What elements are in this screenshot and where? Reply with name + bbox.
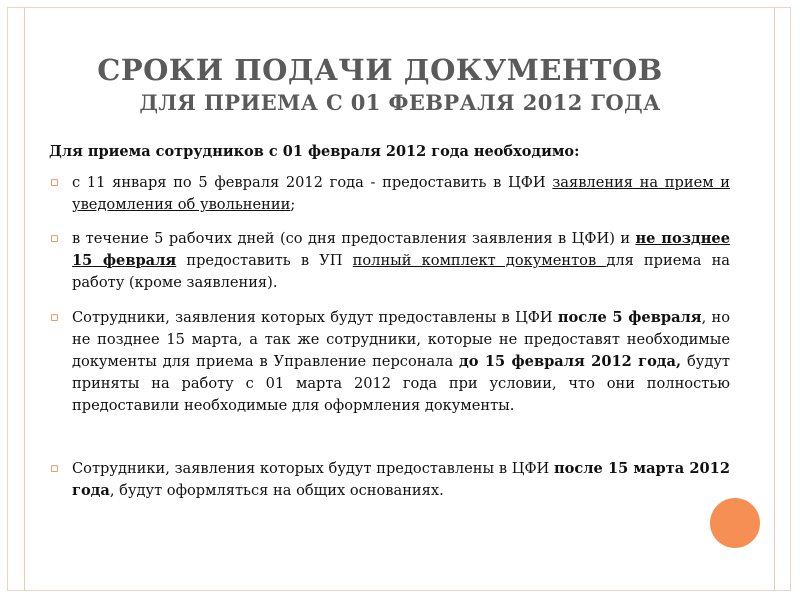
list-item-text: Сотрудники, заявления которых будут предоставлены в ЦФИ после 5 февраля, но не позднее 15 марта, а так же сотрудники, которые не предоставят необходимые документы для приема в Управление персонала до 15 февраля 2012 года, будут приняты на работу с 01 марта 2012 года при условии, что они полностью предоставили необходимые для оформления документы. — [72, 309, 730, 414]
list-item-2 — [50, 228, 730, 294]
intro-text: Для приема сотрудников с 01 февраля 2012 года необходимо: — [49, 143, 580, 160]
list-item-4 — [50, 458, 730, 502]
list-item-text: Сотрудники, заявления которых будут предоставлены в ЦФИ после 15 марта 2012 года, будут оформляться на общих основаниях. — [72, 460, 730, 499]
triangle-bullet-icon: ▫ — [50, 175, 59, 190]
list-item-text: в течение 5 рабочих дней (со дня предоставления заявления в ЦФИ) и не позднее 15 февраля предоставить в УП полный комплект документов для приема на работу (кроме заявления). — [72, 230, 730, 291]
list-item-text: с 11 января по 5 февраля 2012 года - предоставить в ЦФИ заявления на прием и уведомления об увольнении; — [72, 174, 730, 213]
slide-subtitle: ДЛЯ ПРИЕМА С 01 ФЕВРАЛЯ 2012 ГОДА — [139, 90, 661, 115]
triangle-bullet-icon: ▫ — [50, 310, 59, 325]
triangle-bullet-icon: ▫ — [50, 231, 59, 246]
slide-title: СРОКИ ПОДАЧИ ДОКУМЕНТОВ — [97, 53, 663, 87]
triangle-bullet-icon: ▫ — [50, 461, 59, 476]
list-item-1 — [50, 172, 730, 216]
left-border-line — [24, 7, 25, 591]
right-border-line — [774, 7, 775, 591]
orange-circle-decoration — [710, 498, 760, 548]
list-item-3 — [50, 307, 730, 417]
